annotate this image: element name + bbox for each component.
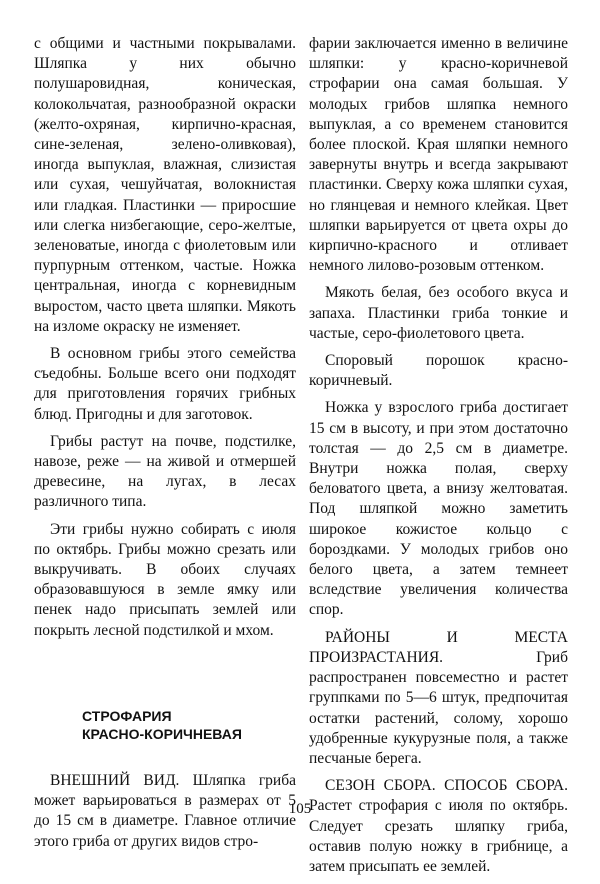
paragraph-flesh: Мякоть белая, без особого вкуса и запаха. Пластинки гриба тонкие и частые, серо-фиолетового цвета.: [309, 284, 568, 342]
paragraph-season: СЕЗОН СБОРА. СПОСОБ СБОРА. Растет строфария с июля по октябрь. Следует срезать шляпку гриба, оставив полую ножку в грибнице, а затем присыпать ее землей.: [309, 777, 568, 875]
right-column: [309, 34, 568, 884]
paragraph-stem: Ножка у взрослого гриба достигает 15 см в высоту, и при этом достаточно толстая — до 2,5 см в диаметре. Внутри ножка полая, сверху беловатого цвета, а внизу желтоватая. Под шляпкой можно заметить широкое кожистое кольцо с бороздками. У молодых грибов оно белого цвета, а затем темнеет вследствие увеличения количества спор.: [309, 399, 568, 619]
paragraph-edibility: В основном грибы этого семейства съедобны. Больше всего они подходят для приготовления горячих грибных блюд. Пригодны и для заготовок.: [34, 345, 296, 423]
paragraph-cap: фарии заключается именно в величине шляпки: у красно-коричневой строфарии она самая большая. У молодых грибов шляпка немного выпуклая, а со временем становится более плоской. Края шляпки немного завернуты внутрь и всегда закрывают пластинки. Сверху кожа шляпки сухая, но глянцевая и немного клейкая. Цвет шляпки варьируется от цвета охры до кирпично-красного и отливает немного лилово-розовым оттенком.: [309, 35, 568, 275]
paragraph-spores: Споровый порошок красно-коричневый.: [309, 352, 568, 390]
left-column: [34, 34, 296, 859]
paragraph-regions: РАЙОНЫ И МЕСТА ПРОИЗРАСТАНИЯ. Гриб распространен повсеместно и растет группками по 5—6 штук, предпочитая остатки растений, солому, хорошо удобренные кукурузные поля, а также песчаные берега.: [309, 628, 568, 767]
paragraph-harvest: Эти грибы нужно собирать с июля по октябрь. Грибы можно срезать или выкручивать. В обоих случаях образовавшуюся в земле ямку или пенек надо присыпать землей или покрыть лесной подстилкой и мхом.: [34, 520, 296, 639]
paragraph-habitat: Грибы растут на почве, подстилке, навозе, реже — на живой и отмершей древесине, на лугах, в лесах различного типа.: [34, 432, 296, 511]
paragraph-appearance: ВНЕШНИЙ ВИД. Шляпка гриба может варьироваться в размерах от 5 до 15 см в диаметре. Главное отличие этого гриба от других видов стро-: [34, 771, 296, 850]
heading-line-2: КРАСНО-КОРИЧНЕВАЯ: [82, 725, 242, 742]
section-heading: [82, 707, 296, 743]
heading-line-1: СТРОФАРИЯ: [82, 707, 172, 724]
paragraph-continued: с общими и частными покрывалами. Шляпка у них обычно полушаровидная, коническая, колокольчатая, разнообразной окраски (желто-охряная, кирпично-красная, сине-зеленая, зелено-оливковая), иногда выпуклая, влажная, слизистая или сухая, чешуйчатая, волокнистая или гладкая. Пластинки — приросшие или слегка низбегающие, серо-желтые, зеленоватые, иногда с фиолетовым или пурпурным оттенком, частые. Ножка центральная, иногда с корневидным выростом, часто цвета шляпки. Мякоть на изломе окраску не изменяет.: [34, 35, 296, 335]
page-number: 105: [288, 801, 312, 817]
